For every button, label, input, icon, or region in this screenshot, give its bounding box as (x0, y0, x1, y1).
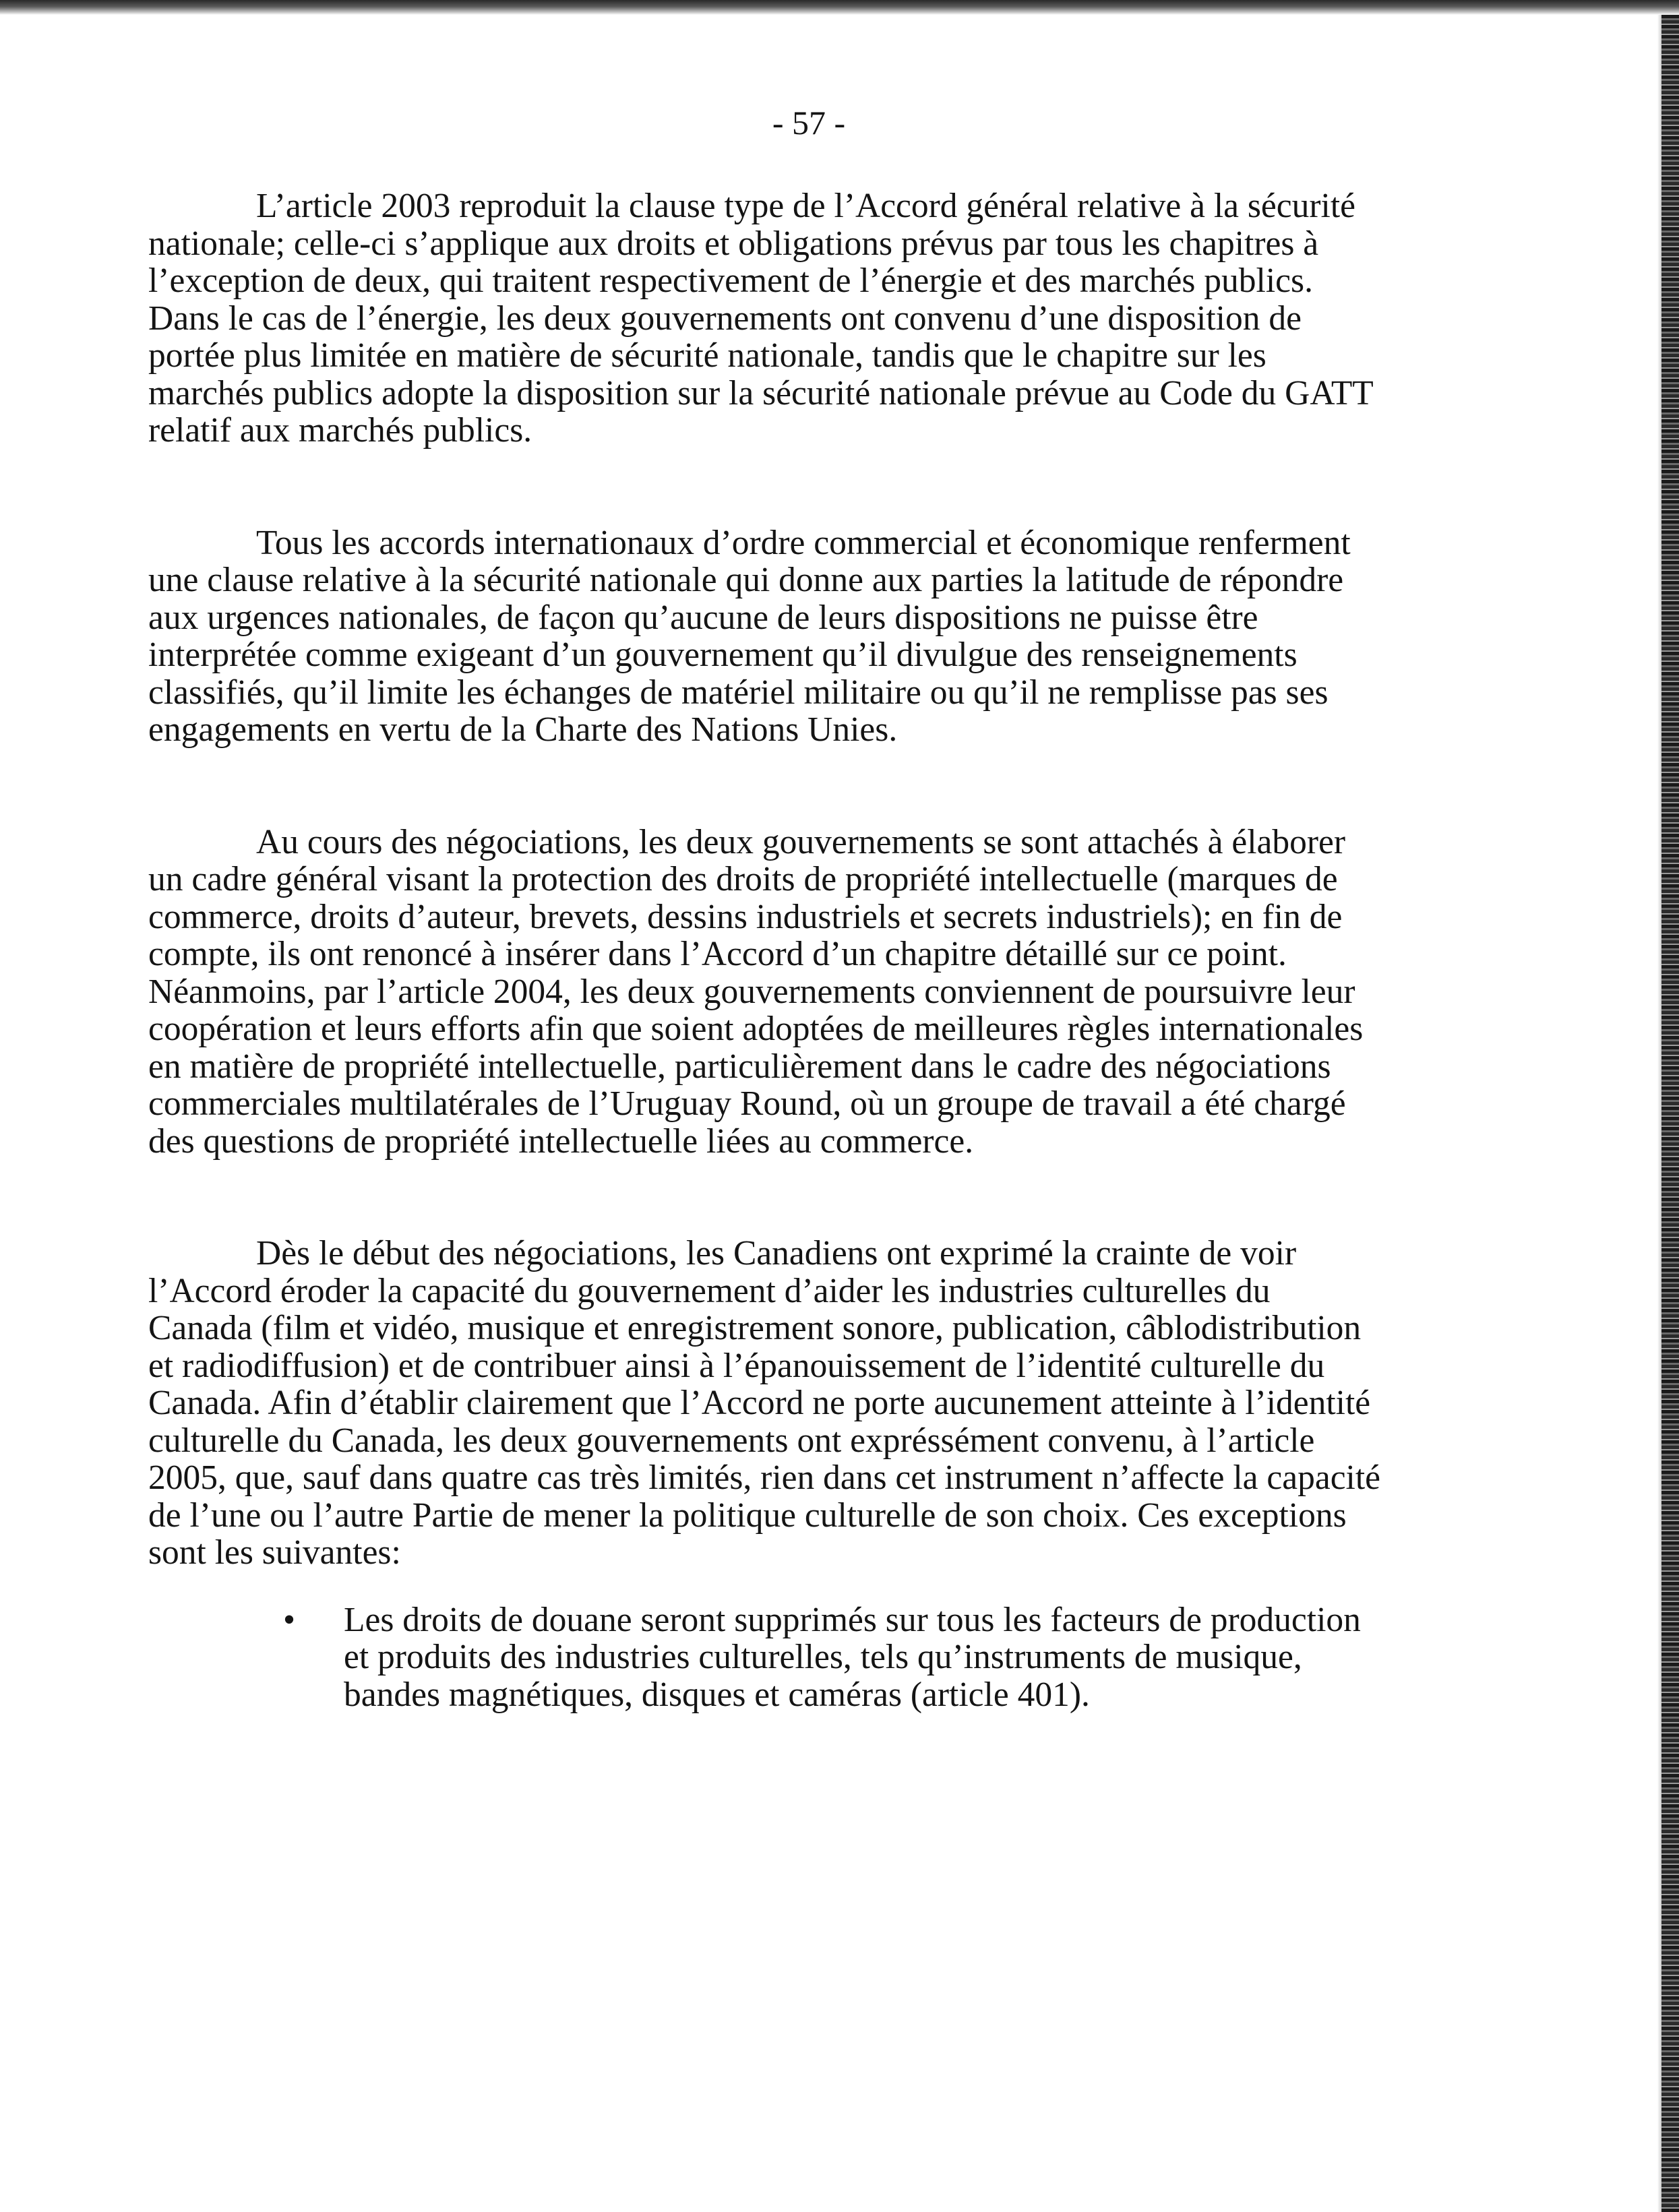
document-body (148, 187, 1382, 1713)
paragraph-cultural-industries: Dès le début des négociations, les Canadiens ont exprimé la crainte de voir l’Accord éroder la capacité du gouvernement d’aider les industries culturelles du Canada (film et vidéo, musique et enregistrement sonore, publication, câblodistribution et radiodiffusion) et de contribuer ainsi à l’épanouissement de l’identité culturelle du Canada. Afin d’établir clairement que l’Accord ne porte aucunement atteinte à l’identité culturelle du Canada, les deux gouvernements ont expréssément convenu, à l’article 2005, que, sauf dans quatre cas très limités, rien dans cet instrument n’affecte la capacité de l’une ou l’autre Partie de mener la politique culturelle de son choix. Ces exceptions sont les suivantes: (148, 1234, 1381, 1572)
scan-right-border (1661, 15, 1679, 2212)
paragraph-intellectual-property: Au cours des négociations, les deux gouvernements se sont attachés à élaborer un cadre général visant la protection des droits de propriété intellectuelle (marques de commerce, droits d’auteur, brevets, dessins industriels et secrets industriels); en fin de compte, ils ont renoncé à insérer dans l’Accord d’un chapitre détaillé sur ce point. Néanmoins, par l’article 2004, les deux gouvernements conviennent de poursuivre leur coopération et leurs efforts afin que soient adoptées de meilleures règles internationales en matière de propriété intellectuelle, particulièrement dans le cadre des négociations commerciales multilatérales de l’Uruguay Round, où un groupe de travail a été chargé des questions de propriété intellectuelle liées au commerce. (148, 822, 1364, 1161)
bullet-text: Les droits de douane seront supprimés sur tous les facteurs de production et produits des industries culturelles, tels qu’instruments de musique, bandes magnétiques, disques et caméras (article 401). (344, 1600, 1361, 1714)
bullet-item (283, 1600, 1382, 1714)
scan-top-border (0, 0, 1679, 15)
paragraph-article-2003: L’article 2003 reproduit la clause type de l’Accord général relative à la sécurité nationale; celle-ci s’applique aux droits et obligations prévus par tous les chapitres à l’exception de deux, qui traitent respectivement de l’énergie et des marchés publics. Dans le cas de l’énergie, les deux gouvernements ont convenu d’une disposition de portée plus limitée en matière de sécurité nationale, tandis que le chapitre sur les marchés publics adopte la disposition sur la sécurité nationale prévue au Code du GATT relatif aux marchés publics. (148, 187, 1373, 450)
paragraph-security-clause: Tous les accords internationaux d’ordre commercial et économique renferment une clause relative à la sécurité nationale qui donne aux parties la latitude de répondre aux urgences nationales, de façon qu’aucune de leurs dispositions ne puisse être interprétée comme exigeant d’un gouvernement qu’il divulgue des renseignements classifiés, qu’il limite les échanges de matériel militaire ou qu’il ne remplisse pas ses engagements en vertu de la Charte des Nations Unies. (148, 523, 1351, 749)
bullet-marker: • (283, 1600, 296, 1639)
page-number: - 57 - (772, 104, 846, 142)
